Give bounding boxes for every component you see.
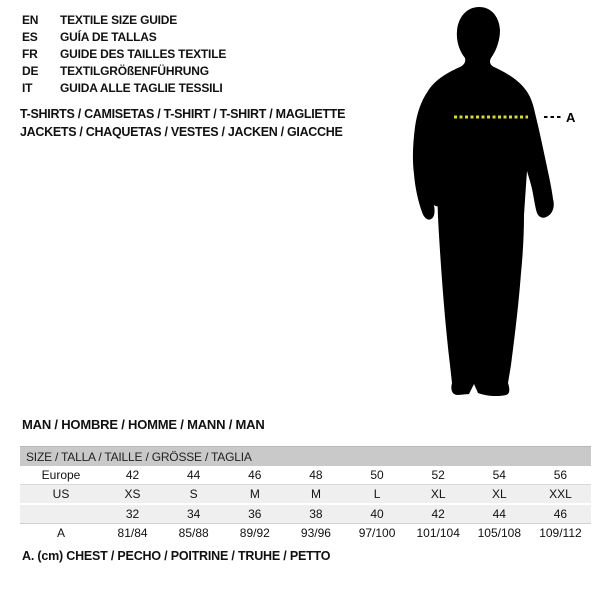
table-cell: 44: [163, 466, 224, 485]
table-cell: 46: [530, 504, 591, 524]
man-silhouette-figure: [403, 5, 583, 397]
language-code: ES: [22, 30, 38, 44]
table-cell: 93/96: [285, 524, 346, 543]
row-label: Europe: [20, 466, 102, 485]
language-row-es: [22, 29, 226, 46]
table-cell: XL: [469, 485, 530, 505]
table-cell: 89/92: [224, 524, 285, 543]
table-cell: 97/100: [347, 524, 408, 543]
category-jackets: JACKETS / CHAQUETAS / VESTES / JACKEN / GIACCHE: [20, 125, 343, 139]
measure-label-a: A: [566, 110, 576, 125]
table-cell: 40: [347, 504, 408, 524]
man-silhouette-svg: [403, 5, 583, 397]
language-row-de: [22, 63, 226, 80]
language-title: GUIDE DES TAILLES TEXTILE: [60, 47, 227, 61]
table-cell: 38: [285, 504, 346, 524]
table-cell: 44: [469, 504, 530, 524]
table-cell: 34: [163, 504, 224, 524]
table-cell: 54: [469, 466, 530, 485]
table-cell: M: [285, 485, 346, 505]
size-table-header-row: [20, 447, 591, 467]
language-title: GUIDA ALLE TAGLIE TESSILI: [60, 81, 223, 95]
category-lines: [20, 105, 345, 141]
table-cell: 56: [530, 466, 591, 485]
row-label: A: [20, 524, 102, 543]
table-row-numeric: [20, 504, 591, 524]
table-cell: 36: [224, 504, 285, 524]
table-cell: L: [347, 485, 408, 505]
table-cell: M: [224, 485, 285, 505]
table-cell: XL: [408, 485, 469, 505]
size-table-header: SIZE / TALLA / TAILLE / GRÖSSE / TAGLIA: [20, 447, 591, 467]
language-title: GUÍA DE TALLAS: [60, 30, 157, 44]
table-cell: XS: [102, 485, 163, 505]
language-code: FR: [22, 47, 38, 61]
man-silhouette: [413, 7, 554, 396]
table-cell: 32: [102, 504, 163, 524]
size-table: [20, 446, 591, 542]
table-cell: 101/104: [408, 524, 469, 543]
language-row-fr: [22, 46, 226, 63]
category-tshirts: T-SHIRTS / CAMISETAS / T-SHIRT / T-SHIRT / MAGLIETTE: [20, 107, 346, 121]
table-cell: 85/88: [163, 524, 224, 543]
language-title-list: [22, 12, 226, 97]
table-cell: 105/108: [469, 524, 530, 543]
table-cell: 50: [347, 466, 408, 485]
table-cell: 109/112: [530, 524, 591, 543]
language-code: DE: [22, 64, 39, 78]
language-code: EN: [22, 13, 39, 27]
language-code: IT: [22, 81, 33, 95]
row-label: US: [20, 485, 102, 505]
row-label: [20, 504, 102, 524]
table-cell: 52: [408, 466, 469, 485]
language-row-it: [22, 80, 226, 97]
table-row-us: [20, 485, 591, 505]
language-row-en: [22, 12, 226, 29]
language-title: TEXTILGRÖßENFÜHRUNG: [60, 64, 209, 78]
table-row-europe: [20, 466, 591, 485]
table-cell: 46: [224, 466, 285, 485]
measurement-footnote: A. (cm) CHEST / PECHO / POITRINE / TRUHE / PETTO: [22, 549, 331, 563]
table-cell: 81/84: [102, 524, 163, 543]
table-row-chest-a: [20, 524, 591, 543]
table-cell: 42: [102, 466, 163, 485]
language-title: TEXTILE SIZE GUIDE: [60, 13, 178, 27]
table-cell: 48: [285, 466, 346, 485]
table-cell: 42: [408, 504, 469, 524]
table-cell: S: [163, 485, 224, 505]
table-cell: XXL: [530, 485, 591, 505]
section-title-man: MAN / HOMBRE / HOMME / MANN / MAN: [22, 417, 265, 432]
